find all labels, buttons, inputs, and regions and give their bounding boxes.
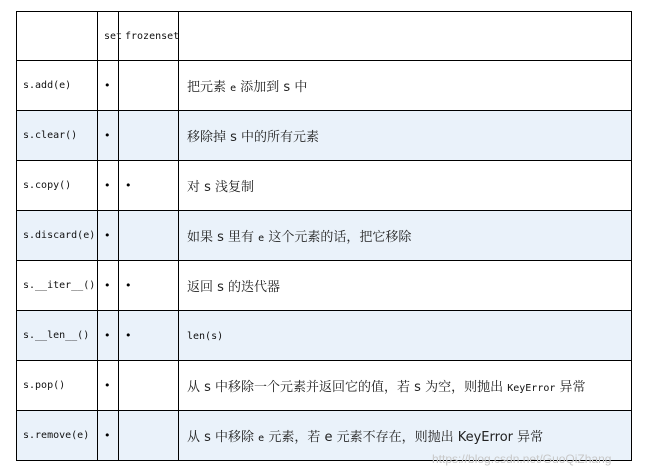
header-frozenset: frozenset: [119, 12, 179, 61]
description-code: e: [230, 83, 237, 94]
table-row: [17, 161, 632, 211]
header-method: [17, 12, 98, 61]
method-cell: s.copy(): [17, 161, 98, 211]
description-cell: [179, 211, 632, 261]
description-code: e: [258, 233, 265, 244]
table-header-row: [17, 12, 632, 61]
set-bullet: •: [98, 61, 119, 111]
set-methods-table-wrapper: [16, 11, 632, 461]
description-text: 如果 s 里有: [187, 230, 259, 245]
method-cell: s.remove(e): [17, 411, 98, 461]
table-row: [17, 61, 632, 111]
description-cell: [179, 111, 632, 161]
set-bullet: •: [98, 211, 119, 261]
frozenset-bullet: [119, 411, 179, 461]
set-bullet: •: [98, 161, 119, 211]
method-cell: s.discard(e): [17, 211, 98, 261]
method-cell: s.__iter__(): [17, 261, 98, 311]
frozenset-bullet: [119, 211, 179, 261]
description-text: 从 s 中移除: [187, 430, 259, 445]
table-row: [17, 261, 632, 311]
set-bullet: •: [98, 361, 119, 411]
description-cell: [179, 61, 632, 111]
frozenset-bullet: •: [119, 311, 179, 361]
frozenset-bullet: [119, 61, 179, 111]
set-bullet: •: [98, 111, 119, 161]
method-cell: s.clear(): [17, 111, 98, 161]
description-cell: [179, 311, 632, 361]
set-methods-table: [16, 11, 632, 461]
frozenset-bullet: •: [119, 261, 179, 311]
description-text: 移除掉 s 中的所有元素: [187, 130, 320, 145]
header-set: set: [98, 12, 119, 61]
description-text-tail: 这个元素的话，把它移除: [264, 230, 412, 245]
description-cell: [179, 361, 632, 411]
description-text-tail: 异常: [555, 380, 586, 395]
watermark-text: https://blog.csdn.net/GuoQiZhang: [432, 452, 612, 466]
set-bullet: •: [98, 411, 119, 461]
method-cell: s.add(e): [17, 61, 98, 111]
frozenset-bullet: [119, 361, 179, 411]
description-text: 从 s 中移除一个元素并返回它的值，若 s 为空，则抛出: [187, 380, 508, 395]
header-description: [179, 12, 632, 61]
table-row: [17, 211, 632, 261]
set-bullet: •: [98, 261, 119, 311]
frozenset-bullet: [119, 111, 179, 161]
method-cell: s.pop(): [17, 361, 98, 411]
table-row: [17, 111, 632, 161]
description-code: len(s): [187, 331, 224, 342]
description-code: KeyError: [507, 383, 556, 394]
description-code: e: [258, 433, 265, 444]
description-text: 返回 s 的迭代器: [187, 280, 281, 295]
description-text: 对 s 浅复制: [187, 180, 255, 195]
table-row: [17, 361, 632, 411]
description-text-tail: 元素，若 e 元素不存在，则抛出 KeyError 异常: [264, 430, 544, 445]
description-cell: [179, 161, 632, 211]
frozenset-bullet: •: [119, 161, 179, 211]
description-text-tail: 添加到 s 中: [236, 80, 308, 95]
method-cell: s.__len__(): [17, 311, 98, 361]
description-text: 把元素: [187, 80, 231, 95]
set-bullet: •: [98, 311, 119, 361]
table-row: [17, 311, 632, 361]
description-cell: [179, 261, 632, 311]
